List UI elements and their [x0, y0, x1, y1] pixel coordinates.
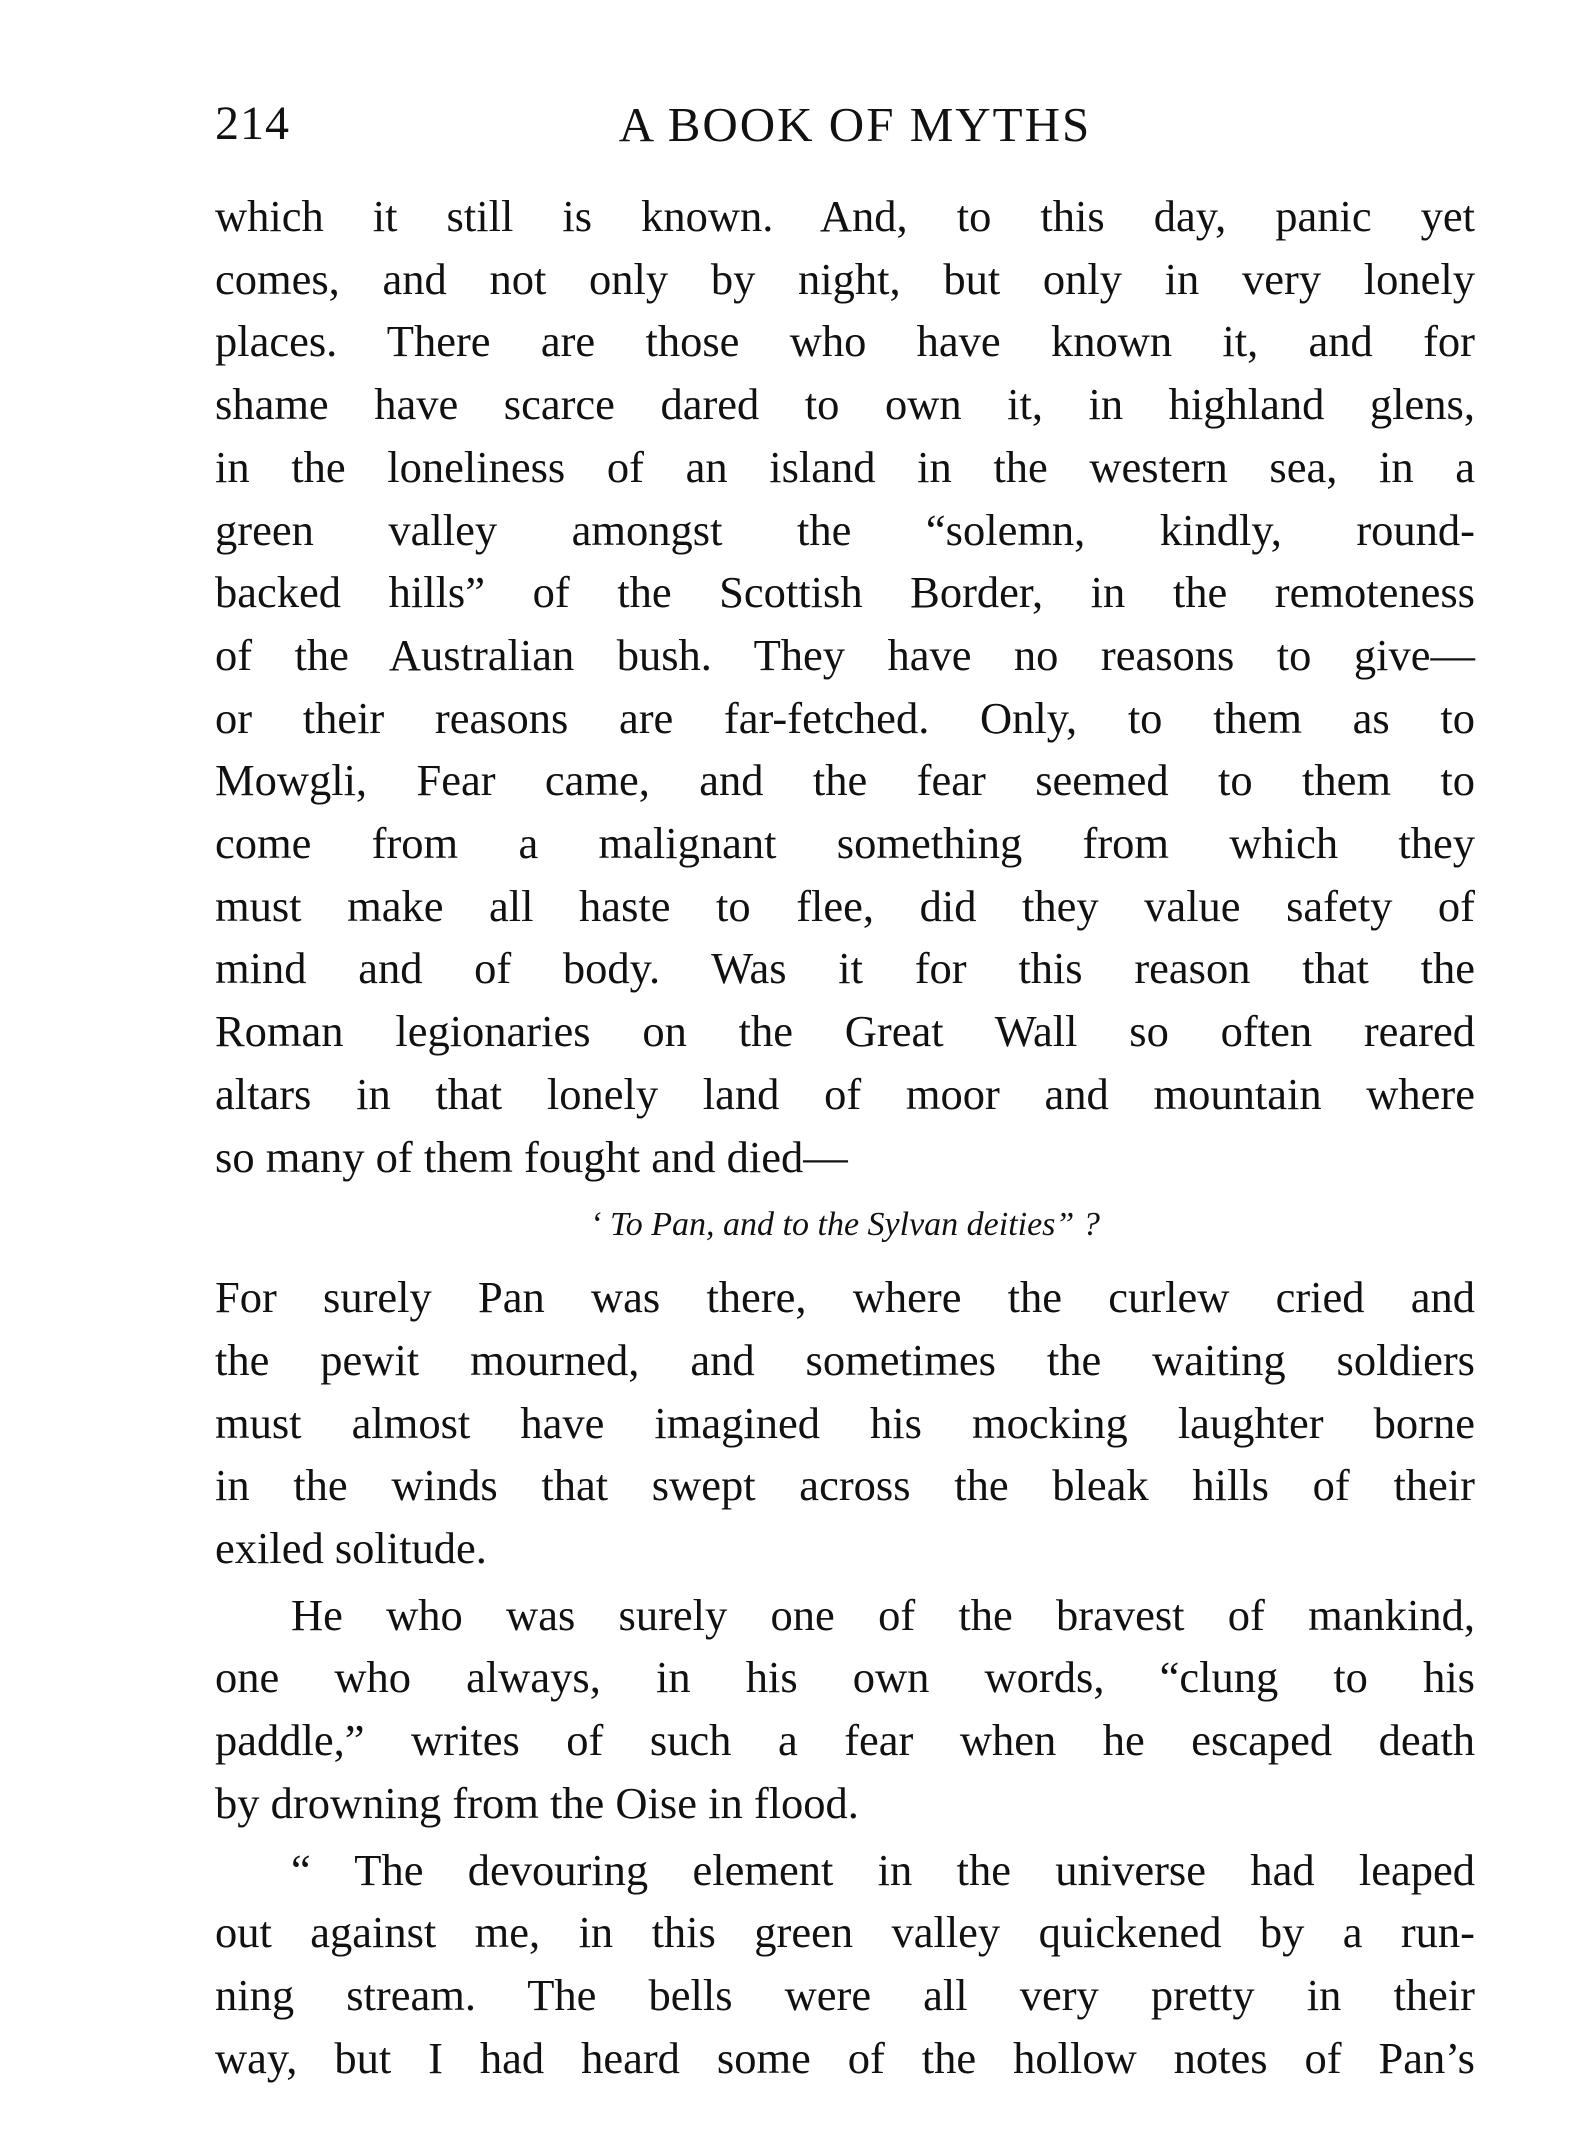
text-line: which it still is known. And, to this day, panic yet [215, 191, 1475, 241]
text-line: comes, and not only by night, but only in very lonely [215, 253, 1475, 304]
text-line: one who always, in his own words, “clung to his [215, 1652, 1475, 1703]
verse-quote: ‘ To Pan, and to the Sylvan deities” ? [590, 1206, 1100, 1244]
text-line: paddle,” writes of such a fear when he escaped death [215, 1715, 1475, 1766]
text-line: must almost have imagined his mocking laughter borne [215, 1397, 1475, 1448]
text-line: in the winds that swept across the bleak hills of their [215, 1460, 1475, 1511]
page-number: 214 [215, 97, 290, 150]
text-line: backed hills” of the Scottish Border, in the remoteness [215, 567, 1475, 618]
text-line: ning stream. The bells were all very pretty in their [215, 1969, 1475, 2020]
page-header [215, 96, 1475, 156]
text-line: way, but I had heard some of the hollow notes of Pan’s [215, 2032, 1475, 2083]
text-line: shame have scarce dared to own it, in highland glens, [215, 379, 1475, 430]
text-line: or their reasons are far-fetched. Only, to them as to [215, 692, 1475, 743]
text-line: must make all haste to flee, did they value safety of [215, 880, 1475, 931]
text-line: by drowning from the Oise in flood. [215, 1777, 859, 1828]
text-line: in the loneliness of an island in the western sea, in a [215, 441, 1475, 492]
running-title: A BOOK OF MYTHS [618, 97, 1092, 152]
body-text [215, 185, 1475, 2089]
text-line: “ The devouring element in the universe had leaped [291, 1844, 1475, 1895]
text-line: of the Australian bush. They have no reasons to give— [215, 629, 1475, 680]
text-line: so many of them fought and died— [215, 1131, 848, 1182]
text-line: green valley amongst the “solemn, kindly, round- [215, 504, 1475, 555]
text-line: He who was surely one of the bravest of mankind, [291, 1589, 1475, 1640]
text-line: For surely Pan was there, where the curlew cried and [215, 1272, 1475, 1323]
text-line: Mowgli, Fear came, and the fear seemed to them to [215, 755, 1475, 806]
text-line: come from a malignant something from which they [215, 818, 1475, 869]
text-line: Roman legionaries on the Great Wall so often reared [215, 1006, 1475, 1057]
text-line: places. There are those who have known it, and for [215, 316, 1475, 367]
text-line: the pewit mourned, and sometimes the waiting soldiers [215, 1334, 1475, 1385]
text-line: exiled solitude. [215, 1523, 487, 1574]
text-line: mind and of body. Was it for this reason that the [215, 943, 1475, 994]
text-line: out against me, in this green valley quickened by a run- [215, 1907, 1475, 1958]
text-line: altars in that lonely land of moor and mountain where [215, 1068, 1475, 1119]
